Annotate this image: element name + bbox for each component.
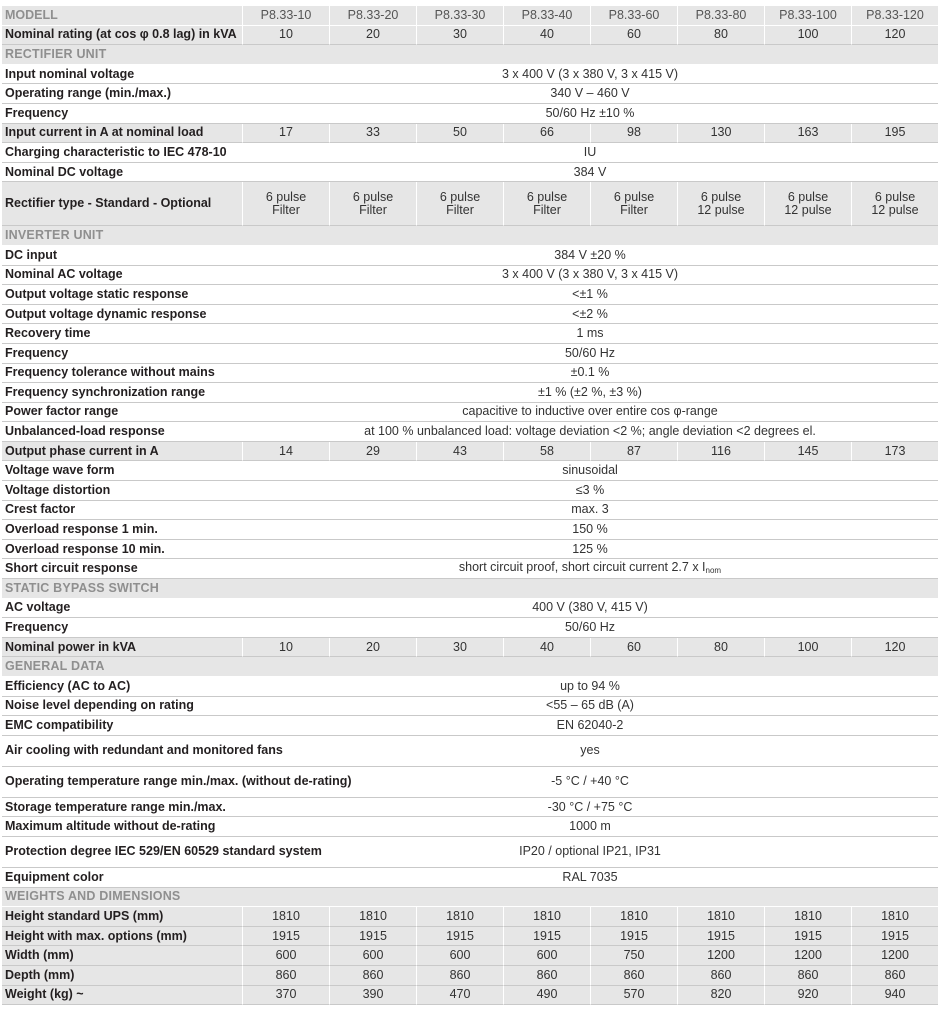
spec-row	[2, 163, 938, 183]
spec-value: 860	[416, 966, 503, 986]
spec-value: 6 pulse Filter	[242, 182, 329, 226]
spec-row	[2, 817, 938, 837]
spec-table	[2, 6, 938, 1005]
spec-label: Input nominal voltage	[2, 65, 242, 85]
spec-value: 1200	[764, 946, 851, 966]
spec-value: 384 V	[242, 163, 938, 183]
spec-row	[2, 364, 938, 384]
spec-row	[2, 26, 938, 46]
spec-value: 80	[677, 26, 764, 46]
spec-value: 195	[851, 124, 938, 144]
spec-label: Crest factor	[2, 501, 242, 521]
spec-value: 400 V (380 V, 415 V)	[242, 599, 938, 619]
spec-value: max. 3	[242, 501, 938, 521]
spec-row	[2, 442, 938, 462]
spec-value	[242, 559, 938, 579]
spec-value: 40	[503, 638, 590, 658]
spec-value: 6 pulse 12 pulse	[677, 182, 764, 226]
spec-value: 1200	[851, 946, 938, 966]
spec-row	[2, 422, 938, 442]
spec-row	[2, 305, 938, 325]
spec-label: Nominal rating (at cos φ 0.8 lag) in kVA	[2, 26, 242, 46]
spec-value: 370	[242, 986, 329, 1006]
spec-value: ±0.1 %	[242, 364, 938, 384]
spec-value: 600	[416, 946, 503, 966]
spec-value: 80	[677, 638, 764, 658]
spec-row	[2, 461, 938, 481]
spec-row	[2, 540, 938, 560]
spec-value: 860	[764, 966, 851, 986]
spec-label: Output voltage dynamic response	[2, 305, 242, 325]
spec-value: 40	[503, 26, 590, 46]
spec-value: 600	[242, 946, 329, 966]
spec-label: Frequency	[2, 344, 242, 364]
spec-row	[2, 927, 938, 947]
spec-value: 3 x 400 V (3 x 380 V, 3 x 415 V)	[242, 65, 938, 85]
spec-value: <55 – 65 dB (A)	[242, 697, 938, 717]
spec-label: Output voltage static response	[2, 285, 242, 305]
spec-label: DC input	[2, 246, 242, 266]
spec-row	[2, 798, 938, 818]
section-header	[2, 226, 938, 246]
spec-label: Input current in A at nominal load	[2, 124, 242, 144]
spec-row	[2, 266, 938, 286]
spec-value: EN 62040-2	[242, 716, 938, 736]
spec-label: Operating temperature range min./max. (without de-rating)	[2, 767, 242, 798]
spec-row	[2, 716, 938, 736]
model-header: P8.33-120	[851, 6, 938, 26]
spec-value: 1810	[503, 907, 590, 927]
spec-value: 860	[677, 966, 764, 986]
section-title: WEIGHTS AND DIMENSIONS	[2, 888, 938, 908]
spec-value: -5 °C / +40 °C	[242, 767, 938, 798]
spec-value: 6 pulse Filter	[416, 182, 503, 226]
spec-row	[2, 501, 938, 521]
spec-value: 1200	[677, 946, 764, 966]
section-title: INVERTER UNIT	[2, 226, 938, 246]
spec-label: Overload response 1 min.	[2, 520, 242, 540]
spec-value: 940	[851, 986, 938, 1006]
spec-value: 50	[416, 124, 503, 144]
spec-value-subscript: nom	[705, 565, 722, 575]
spec-value: 60	[590, 638, 677, 658]
model-header: P8.33-100	[764, 6, 851, 26]
spec-label: Depth (mm)	[2, 966, 242, 986]
spec-value: 30	[416, 638, 503, 658]
spec-row	[2, 837, 938, 868]
spec-row	[2, 868, 938, 888]
spec-row	[2, 182, 938, 226]
spec-value: IP20 / optional IP21, IP31	[242, 837, 938, 868]
spec-value: 20	[329, 638, 416, 658]
spec-label: Voltage distortion	[2, 481, 242, 501]
spec-value: 1810	[416, 907, 503, 927]
spec-label: Nominal DC voltage	[2, 163, 242, 183]
spec-table-body	[2, 6, 938, 1005]
spec-value: 1810	[329, 907, 416, 927]
spec-value: 116	[677, 442, 764, 462]
spec-value: 30	[416, 26, 503, 46]
spec-value: 1810	[590, 907, 677, 927]
spec-label: Short circuit response	[2, 559, 242, 579]
spec-value: ±1 % (±2 %, ±3 %)	[242, 383, 938, 403]
spec-value: 50/60 Hz	[242, 344, 938, 364]
spec-value: 6 pulse 12 pulse	[851, 182, 938, 226]
spec-row	[2, 736, 938, 767]
spec-label: Weight (kg) ~	[2, 986, 242, 1006]
spec-row	[2, 618, 938, 638]
spec-value: 490	[503, 986, 590, 1006]
spec-value: 6 pulse 12 pulse	[764, 182, 851, 226]
spec-value: 10	[242, 638, 329, 658]
spec-label: Frequency synchronization range	[2, 383, 242, 403]
spec-value: 820	[677, 986, 764, 1006]
section-title: RECTIFIER UNIT	[2, 45, 938, 65]
spec-value: 87	[590, 442, 677, 462]
spec-value: 860	[329, 966, 416, 986]
spec-value: 860	[590, 966, 677, 986]
spec-label: Unbalanced-load response	[2, 422, 242, 442]
spec-label: Nominal AC voltage	[2, 266, 242, 286]
spec-label: Rectifier type - Standard - Optional	[2, 182, 242, 226]
spec-row	[2, 946, 938, 966]
spec-value: 14	[242, 442, 329, 462]
spec-label: Recovery time	[2, 324, 242, 344]
spec-row	[2, 383, 938, 403]
spec-label: Overload response 10 min.	[2, 540, 242, 560]
spec-value: at 100 % unbalanced load: voltage deviation <2 %; angle deviation <2 degrees el.	[242, 422, 938, 442]
spec-row	[2, 767, 938, 798]
spec-row	[2, 907, 938, 927]
spec-value: 125 %	[242, 540, 938, 560]
spec-value: 600	[503, 946, 590, 966]
spec-value: 750	[590, 946, 677, 966]
spec-value: 58	[503, 442, 590, 462]
section-title: GENERAL DATA	[2, 657, 938, 677]
spec-row	[2, 285, 938, 305]
spec-value: 1 ms	[242, 324, 938, 344]
spec-value: 150 %	[242, 520, 938, 540]
spec-value: 6 pulse Filter	[329, 182, 416, 226]
spec-value: 384 V ±20 %	[242, 246, 938, 266]
section-header	[2, 579, 938, 599]
spec-row	[2, 124, 938, 144]
spec-row	[2, 65, 938, 85]
spec-label: Height with max. options (mm)	[2, 927, 242, 947]
spec-value: 120	[851, 638, 938, 658]
spec-label: Nominal power in kVA	[2, 638, 242, 658]
spec-value: 1915	[416, 927, 503, 947]
section-header	[2, 45, 938, 65]
spec-value: 390	[329, 986, 416, 1006]
spec-value: 50/60 Hz ±10 %	[242, 104, 938, 124]
spec-value: 1915	[242, 927, 329, 947]
spec-row	[2, 966, 938, 986]
section-title: STATIC BYPASS SWITCH	[2, 579, 938, 599]
model-header: P8.33-20	[329, 6, 416, 26]
spec-row	[2, 344, 938, 364]
spec-value: 1915	[851, 927, 938, 947]
spec-value: 6 pulse Filter	[590, 182, 677, 226]
spec-value: 1915	[590, 927, 677, 947]
spec-value: 163	[764, 124, 851, 144]
spec-label: Height standard UPS (mm)	[2, 907, 242, 927]
spec-row	[2, 986, 938, 1006]
spec-label: Voltage wave form	[2, 461, 242, 481]
spec-label: Width (mm)	[2, 946, 242, 966]
spec-row	[2, 599, 938, 619]
spec-value: 17	[242, 124, 329, 144]
spec-label: Protection degree IEC 529/EN 60529 standard system	[2, 837, 242, 868]
spec-value: 130	[677, 124, 764, 144]
spec-label: Storage temperature range min./max.	[2, 798, 242, 818]
spec-value: 29	[329, 442, 416, 462]
spec-value: RAL 7035	[242, 868, 938, 888]
spec-row	[2, 143, 938, 163]
spec-value: <±2 %	[242, 305, 938, 325]
spec-value: 340 V – 460 V	[242, 84, 938, 104]
spec-value: 3 x 400 V (3 x 380 V, 3 x 415 V)	[242, 266, 938, 286]
spec-row	[2, 520, 938, 540]
spec-value: sinusoidal	[242, 461, 938, 481]
spec-label: Charging characteristic to IEC 478-10	[2, 143, 242, 163]
spec-value: 860	[503, 966, 590, 986]
spec-value: 1000 m	[242, 817, 938, 837]
spec-value: 1915	[329, 927, 416, 947]
spec-value: 10	[242, 26, 329, 46]
spec-row	[2, 481, 938, 501]
spec-value: 920	[764, 986, 851, 1006]
spec-label: Frequency	[2, 618, 242, 638]
spec-value: ≤3 %	[242, 481, 938, 501]
spec-value: up to 94 %	[242, 677, 938, 697]
spec-value: IU	[242, 143, 938, 163]
spec-value: 1810	[851, 907, 938, 927]
spec-value: 100	[764, 26, 851, 46]
spec-row	[2, 677, 938, 697]
section-header	[2, 657, 938, 677]
spec-label: Power factor range	[2, 403, 242, 423]
spec-row	[2, 84, 938, 104]
spec-value: 66	[503, 124, 590, 144]
spec-value: 98	[590, 124, 677, 144]
spec-value-text: short circuit proof, short circuit current 2.7 x I	[458, 559, 706, 574]
spec-value: -30 °C / +75 °C	[242, 798, 938, 818]
spec-row	[2, 324, 938, 344]
spec-label: Efficiency (AC to AC)	[2, 677, 242, 697]
model-header: P8.33-30	[416, 6, 503, 26]
model-header: P8.33-80	[677, 6, 764, 26]
spec-value: 6 pulse Filter	[503, 182, 590, 226]
spec-value: 600	[329, 946, 416, 966]
spec-value: 173	[851, 442, 938, 462]
spec-label: Equipment color	[2, 868, 242, 888]
header-label: MODELL	[2, 6, 242, 26]
spec-label: EMC compatibility	[2, 716, 242, 736]
spec-row	[2, 246, 938, 266]
spec-value: capacitive to inductive over entire cos φ-range	[242, 403, 938, 423]
header-row	[2, 6, 938, 26]
spec-value: 1810	[677, 907, 764, 927]
spec-value: 43	[416, 442, 503, 462]
spec-value: 1810	[242, 907, 329, 927]
spec-row	[2, 638, 938, 658]
spec-label: Frequency tolerance without mains	[2, 364, 242, 384]
section-header	[2, 888, 938, 908]
spec-value: 1915	[677, 927, 764, 947]
spec-label: Operating range (min./max.)	[2, 84, 242, 104]
spec-label: Frequency	[2, 104, 242, 124]
spec-value: 20	[329, 26, 416, 46]
spec-row	[2, 697, 938, 717]
model-header: P8.33-40	[503, 6, 590, 26]
spec-value: 50/60 Hz	[242, 618, 938, 638]
model-header: P8.33-60	[590, 6, 677, 26]
spec-row	[2, 403, 938, 423]
spec-value: yes	[242, 736, 938, 767]
spec-value: 860	[242, 966, 329, 986]
spec-value: 33	[329, 124, 416, 144]
spec-row	[2, 559, 938, 579]
spec-value: 120	[851, 26, 938, 46]
spec-value: <±1 %	[242, 285, 938, 305]
spec-label: AC voltage	[2, 599, 242, 619]
spec-value: 1810	[764, 907, 851, 927]
spec-value: 570	[590, 986, 677, 1006]
spec-value: 100	[764, 638, 851, 658]
model-header: P8.33-10	[242, 6, 329, 26]
spec-label: Noise level depending on rating	[2, 697, 242, 717]
spec-label: Maximum altitude without de-rating	[2, 817, 242, 837]
spec-value: 470	[416, 986, 503, 1006]
spec-value: 145	[764, 442, 851, 462]
spec-label: Output phase current in A	[2, 442, 242, 462]
spec-value: 1915	[764, 927, 851, 947]
spec-value: 1915	[503, 927, 590, 947]
spec-value: 60	[590, 26, 677, 46]
spec-label: Air cooling with redundant and monitored fans	[2, 736, 242, 767]
spec-row	[2, 104, 938, 124]
spec-value: 860	[851, 966, 938, 986]
